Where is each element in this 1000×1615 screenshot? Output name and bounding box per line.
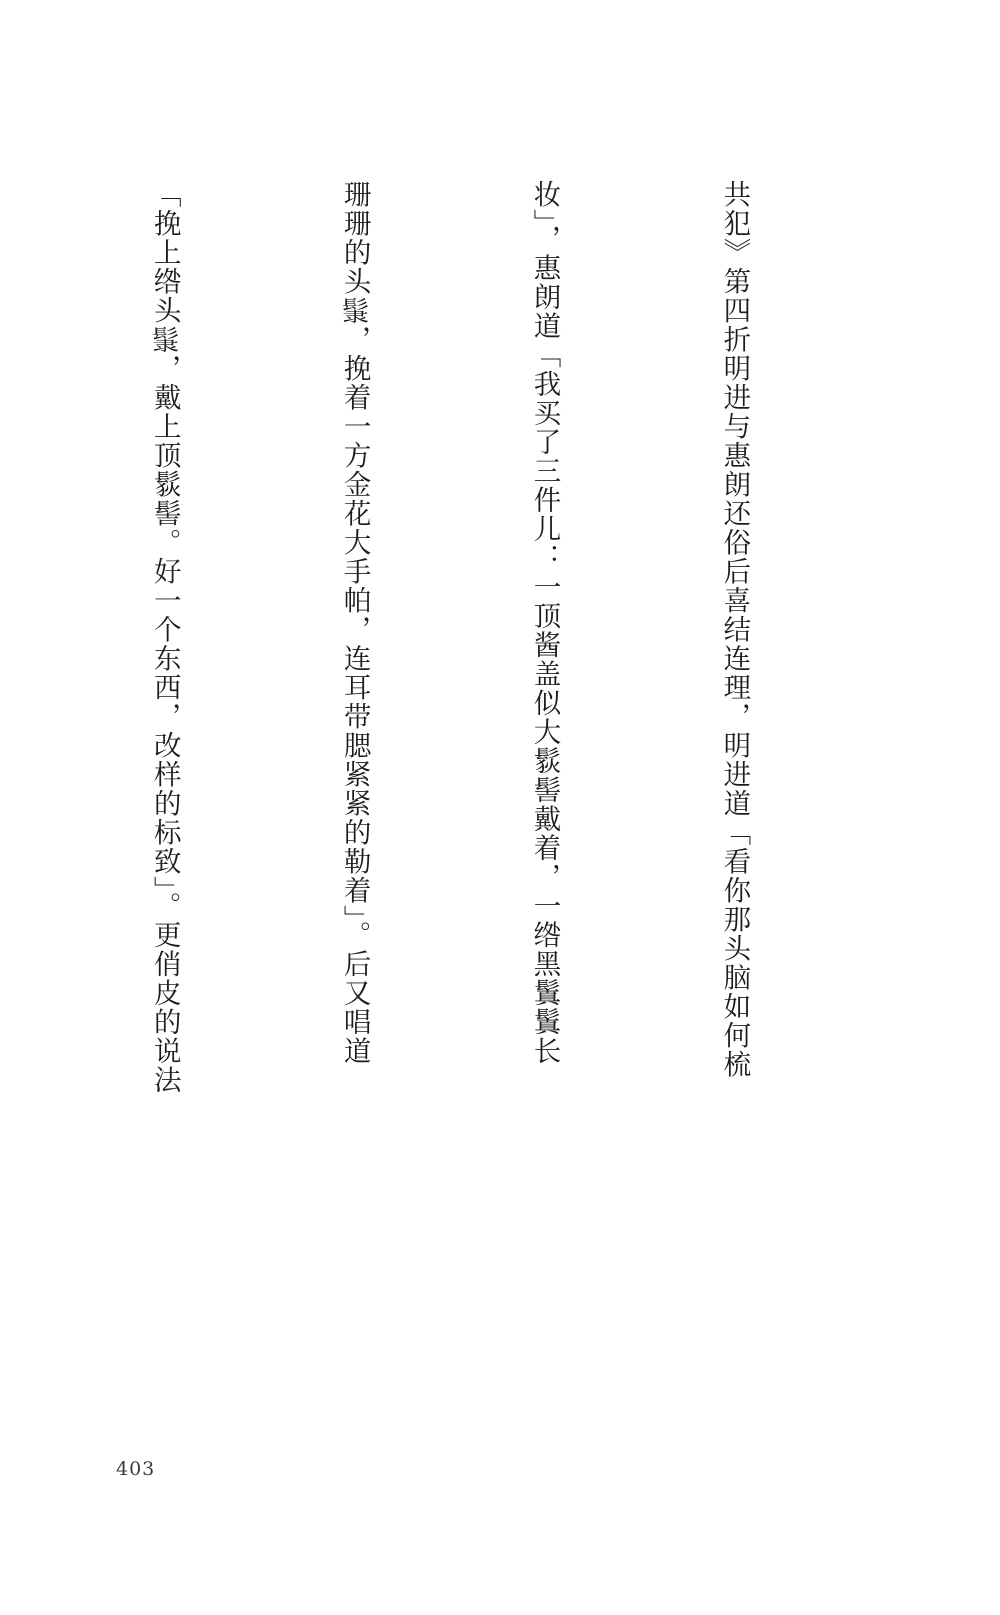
text-column: 珊珊的头𩭞，挽着一方金花大手帕，连耳带腮紧紧的勒着」。后又唱道 (338, 180, 371, 1066)
text-column: 共犯》第四折明进与惠朗还俗后喜结连理，明进道「看你那头脑如何梳 (718, 180, 751, 1079)
vertical-text-body (112, 180, 892, 1095)
text-column (0, 180, 6, 1010)
text-column: 「挽上绺头𩭞，戴上顶䯼髻。好一个东西，改样的标致」。更俏皮的说法 (148, 180, 181, 1095)
page-number: 403 (116, 1458, 156, 1480)
text-column: 妆」，惠朗道「我买了三件儿：一顶酱盖似大䯼髻戴着，一绺黑鬒鬒长 (528, 180, 561, 1066)
